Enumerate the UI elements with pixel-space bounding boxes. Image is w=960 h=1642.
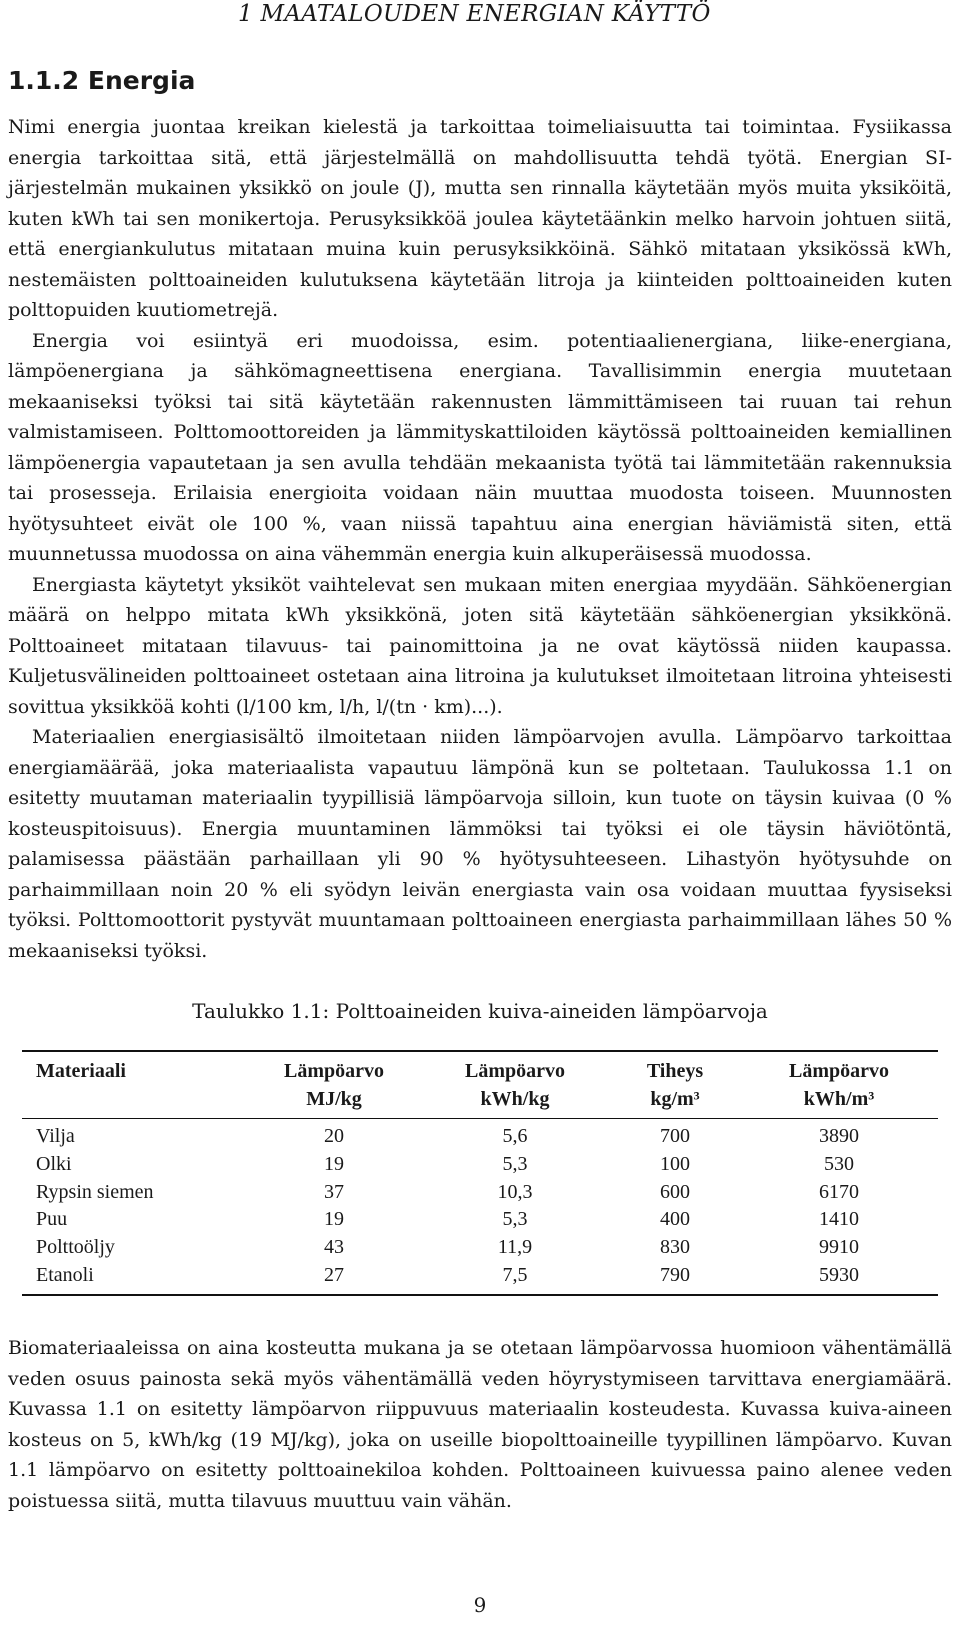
column-header-density: Tiheys <box>610 1051 740 1085</box>
table-unit-row <box>22 1085 938 1119</box>
table-cell: 37 <box>324 1180 344 1203</box>
table-cell: 19 <box>324 1208 344 1231</box>
table-cell: 600 <box>660 1180 690 1203</box>
table-cell: Olki <box>36 1152 72 1175</box>
unit-kwh-kg: kWh/kg <box>420 1085 610 1119</box>
table-cell: Puu <box>36 1208 68 1231</box>
column-header-material: Materiaali <box>22 1051 248 1085</box>
table-cell: 27 <box>248 1262 420 1295</box>
page-number: 9 <box>473 1593 487 1617</box>
table-cell: 700 <box>660 1125 690 1147</box>
paragraph-heating-values: Materiaalien energiasisältö ilmoitetaan niiden lämpöarvojen avulla. Lämpöarvo tarkoittaa energiamäärää, joka materiaalista vapautuu lämpönä kun se poltetaan. Taulukossa 1.1 on esitetty muutaman materiaalin tyypillisiä lämpöarvoja silloin, kun tuote on täysin kuivaa (0 % kosteuspitoisuus). Energia muuntaminen lämmöksi tai työksi ei ole täysin häviötöntä, palamisessa päästään parhaillaan yli 90 % hyötysuhteeseen. Lihastyön hyötysuhde on parhaimmillaan noin 20 % eli syödyn leivän energiasta vain osa voidaan muuttaa fyysiseksi työksi. Polttomoottorit pystyvät muuntamaan polttoaineen energiasta parhaimmillaan lähes 50 % mekaaniseksi työksi. <box>8 726 952 962</box>
table-cell: 1410 <box>819 1208 859 1231</box>
table-row <box>22 1179 938 1207</box>
unit-material <box>22 1085 248 1119</box>
table-row <box>22 1262 938 1295</box>
table-cell: 6170 <box>819 1180 859 1203</box>
table-cell: 530 <box>824 1152 854 1175</box>
table-header-row <box>22 1051 938 1085</box>
paragraph-intro: Nimi energia juontaa kreikan kielestä ja tarkoittaa toimeliaisuutta tai toimintaa. Fysiikassa energia tarkoittaa sitä, että järjestelmällä on mahdollisuutta tehdä työtä. Energian SI-järjestelmän mukainen yksikkö on joule (J), mutta sen rinnalla käytetään myös muita yksiköitä, kuten kWh tai sen monikertoja. Perusyksikköä joulea käytetäänkin melko harvoin johtuen siitä, että energiankulutus mitataan muina kuin perusyksikköinä. Sähkö mitataan yksikössä kWh, nestemäisten polttoaineiden kulutuksena käytetään litroja ja kiinteiden polttoaineiden kuten polttopuiden kuutiometrejä. <box>8 116 952 321</box>
column-header-heating-value-kwh-m3: Lämpöarvo <box>740 1051 938 1085</box>
table-cell: Etanoli <box>22 1262 248 1295</box>
table-row <box>22 1119 938 1151</box>
table-cell: 19 <box>324 1152 344 1175</box>
column-header-heating-value-mj: Lämpöarvo <box>248 1051 420 1085</box>
table-cell: 5,3 <box>502 1152 528 1175</box>
body-text <box>8 112 952 966</box>
unit-mj-kg: MJ/kg <box>248 1085 420 1119</box>
heating-value-table <box>22 1050 938 1296</box>
table-cell: 9910 <box>819 1236 859 1259</box>
table-cell: 5,6 <box>502 1125 528 1147</box>
column-header-heating-value-kwh: Lämpöarvo <box>420 1051 610 1085</box>
table-cell: Vilja <box>36 1125 75 1147</box>
table-cell: 5,3 <box>502 1208 528 1231</box>
table-cell: Polttoöljy <box>36 1236 115 1259</box>
running-header: 1 MAATALOUDEN ENERGIAN KÄYTTÖ <box>238 1 711 27</box>
table-cell: 20 <box>324 1125 344 1147</box>
body-text-after-table <box>8 1333 952 1516</box>
table-cell: 7,5 <box>420 1262 610 1295</box>
table-cell: 790 <box>610 1262 740 1295</box>
unit-kwh-m3: kWh/m³ <box>740 1085 938 1119</box>
table-cell: 400 <box>660 1208 690 1231</box>
table-cell: Rypsin siemen <box>36 1180 154 1203</box>
paragraph-moisture: Biomateriaaleissa on aina kosteutta mukana ja se otetaan lämpöarvossa huomioon vähentämällä veden osuus painosta sekä myös vähentämällä veden höyrystymiseen tarvittava energiamäärä. Kuvassa 1.1 on esitetty lämpöarvon riippuvuus materiaalin kosteudesta. Kuvassa kuiva-aineen kosteus on 5, kWh/kg (19 MJ/kg), joka on useille biopolttoaineille tyypillinen lämpöarvo. Kuvan 1.1 lämpöarvo on esitetty polttoainekiloa kohden. Polttoaineen kuivuessa paino alenee veden poistuessa siitä, mutta tilavuus muuttuu vain vähän. <box>8 1337 952 1512</box>
table-cell: 11,9 <box>497 1236 533 1259</box>
table-cell: 5930 <box>740 1262 938 1295</box>
table-row <box>22 1206 938 1234</box>
table-row <box>22 1151 938 1179</box>
table-cell: 3890 <box>819 1125 859 1147</box>
paragraph-energy-units: Energiasta käytetyt yksiköt vaihtelevat sen mukaan miten energiaa myydään. Sähköenergian määrä on helppo mitata kWh yksikkönä, joten sitä käytetään sähköenergian yksikkönä. Polttoaineet mitataan tilavuus- tai painomittoina ja ne ovat käytössä niiden kaupassa. Kuljetusvälineiden polttoaineet ostetaan aina litroina ja kulutukset ilmoitetaan litroina yhteisesti sovittua yksikköä kohti (l/100 km, l/h, l/(tn · km)...). <box>8 573 952 718</box>
table-caption: Taulukko 1.1: Polttoaineiden kuiva-aineiden lämpöarvoja <box>192 999 768 1023</box>
table-cell: 830 <box>660 1236 690 1259</box>
section-heading: 1.1.2 Energia <box>8 66 196 95</box>
table-row <box>22 1234 938 1262</box>
table-cell: 100 <box>660 1152 690 1175</box>
unit-kg-m3: kg/m³ <box>610 1085 740 1119</box>
table-cell: 10,3 <box>497 1180 533 1203</box>
paragraph-energy-forms: Energia voi esiintyä eri muodoissa, esim. potentiaalienergiana, liike-energiana, lämpöenergiana ja sähkömagneettisena energiana. Tavallisimmin energia muutetaan mekaaniseksi työksi tai sitä käytetään rakennusten lämmittämiseen tai ruuan tai rehun valmistamiseen. Polttomoottoreiden ja lämmityskattiloiden käytössä polttoaineiden kemiallinen lämpöenergia vapautetaan ja sen avulla tehdään mekaanista työtä tai lämmitetään rakennuksia tai prosesseja. Erilaisia energioita voidaan näin muuttaa muodosta toiseen. Muunnosten hyötysuhteet eivät ole 100 %, vaan niissä tapahtuu aina energian häviämistä siten, että muunnetussa muodossa on aina vähemmän energia kuin alkuperäisessä muodossa. <box>8 329 952 565</box>
table-cell: 43 <box>324 1236 344 1259</box>
